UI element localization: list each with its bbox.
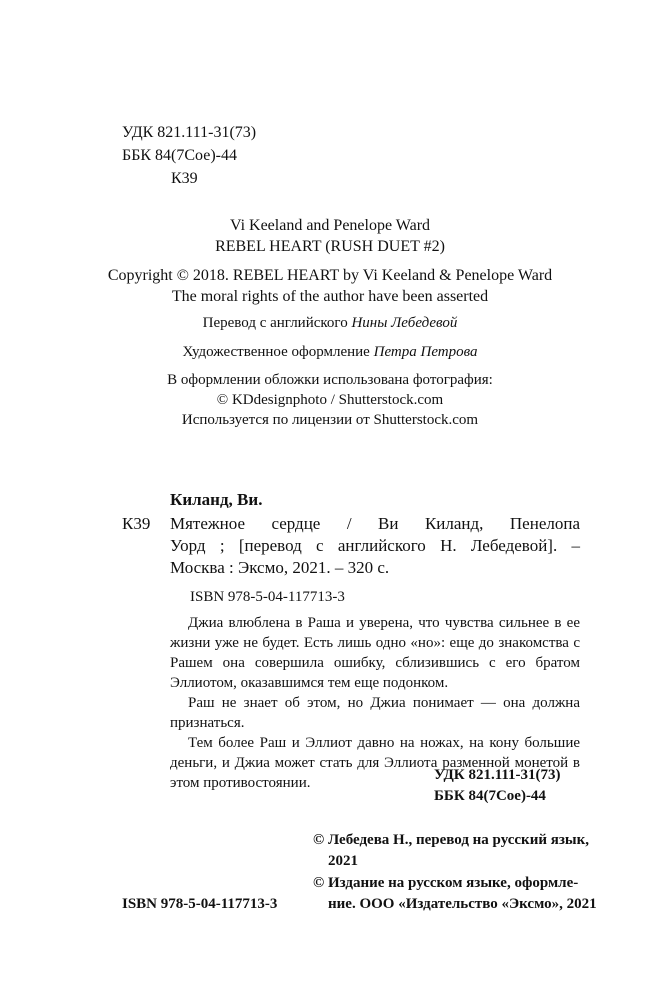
translator-name: Нины Лебедевой <box>351 315 458 331</box>
cover-photo-line: Используется по лицензии от Shutterstock.com <box>181 412 479 428</box>
catalog-isbn: ISBN 978-5-04-117713-3 <box>190 589 345 605</box>
catalog-entry-line: Москва : Эксмо, 2021. – 320 с. <box>170 558 390 577</box>
translation-label: Перевод с английского <box>202 315 348 331</box>
catalog-author-heading: Киланд, Ви. <box>170 490 263 509</box>
cover-photo-line: В оформлении обложки использована фотография: <box>167 372 493 388</box>
bottom-udk-code: УДК 821.111-31(73) <box>434 767 561 783</box>
edition-copyright: © Издание на русском языке, оформле- <box>313 875 579 891</box>
original-title: REBEL HEART (RUSH DUET #2) <box>215 238 445 255</box>
edition-copyright-line2: ние. ООО «Издательство «Эксмо», 2021 <box>328 896 597 912</box>
copyright-line: Copyright © 2018. REBEL HEART by Vi Keeland & Penelope Ward <box>107 267 553 284</box>
catalog-mark: К39 <box>122 514 151 533</box>
footer-isbn: ISBN 978-5-04-117713-3 <box>122 896 278 912</box>
artist-name: Петра Петрова <box>373 344 478 360</box>
copyright-block <box>95 265 565 307</box>
annotation-paragraph: Джиа влюблена в Раша и уверена, что чувства сильнее в ее жизни уже не будет. Есть лишь одно «но»: еще до знакомства с Рашем она совершила ошибку, сблизившись с его братом Эллиотом, оказавшимся тем еще подонком. <box>170 615 580 691</box>
moral-rights-line: The moral rights of the author have been asserted <box>171 288 489 305</box>
udk-code: УДК 821.111-31(73) <box>122 124 257 141</box>
bbk-code: ББК 84(7Сое)-44 <box>122 147 237 164</box>
translation-credit <box>95 313 565 333</box>
catalog-entry-line: Мятежное сердце / Ви Киланд, Пенелопа <box>170 514 580 533</box>
cover-photo-line: © KDdesignphoto / Shutterstock.com <box>216 392 444 408</box>
annotation-paragraph: Тем более Раш и Эллиот давно на ножах, на кону большие деньги, и Джиа может стать для Эллиота разменной монетой в этом противостоянии. <box>170 735 580 791</box>
credits-block <box>95 215 565 257</box>
annotation-paragraph: Раш не знает об этом, но Джиа понимает — она должна признаться. <box>170 695 580 731</box>
art-label: Художественное оформление <box>182 344 370 360</box>
bottom-bbk-code: ББК 84(7Сое)-44 <box>434 788 546 804</box>
translation-copyright-year: 2021 <box>328 853 358 869</box>
cover-photo-credit <box>95 370 565 430</box>
original-authors: Vi Keeland and Penelope Ward <box>229 217 431 234</box>
translation-copyright: © Лебедева Н., перевод на русский язык, <box>313 832 589 848</box>
catalog-entry-line: Уорд ; [перевод с английского Н. Лебедевой]. – <box>170 536 580 555</box>
art-credit <box>95 342 565 362</box>
author-mark: К39 <box>171 170 198 187</box>
